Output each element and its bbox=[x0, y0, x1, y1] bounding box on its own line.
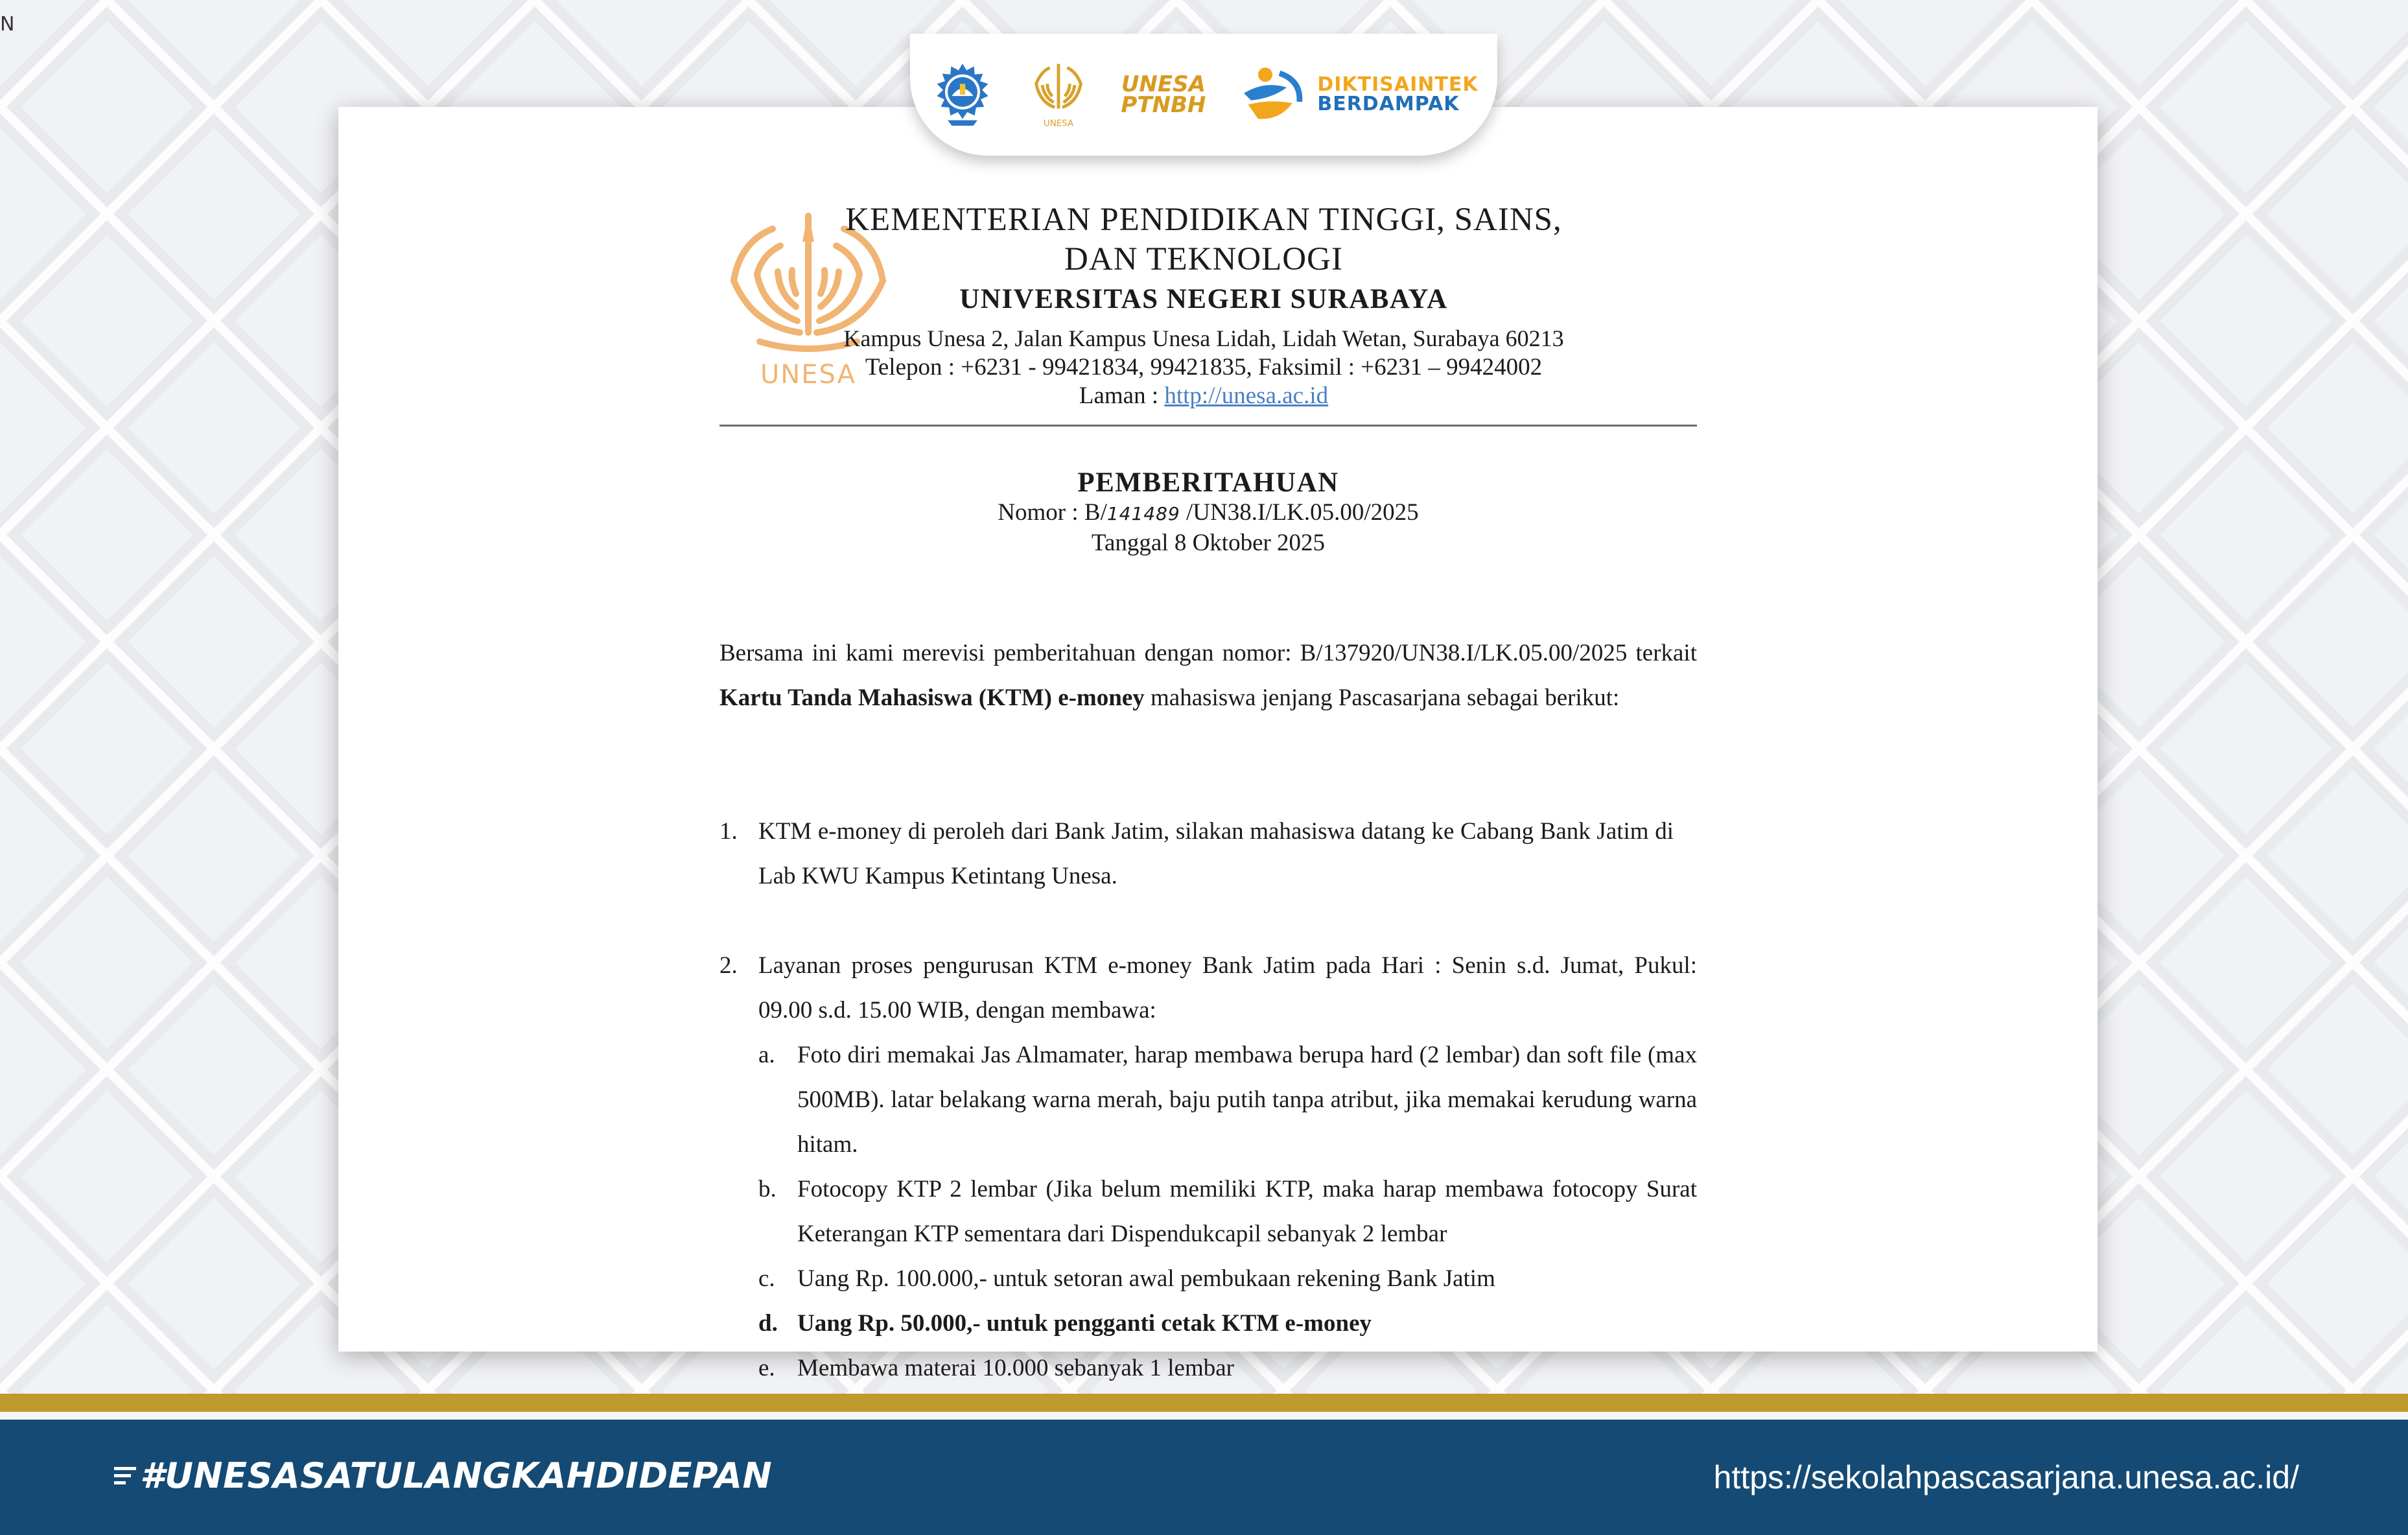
ministry-name-line2: DAN TEKNOLOGI bbox=[1064, 241, 1343, 277]
header-divider bbox=[719, 425, 1697, 427]
letter-number: Nomor : B/141489 /UN38.I/LK.05.00/2025 bbox=[998, 499, 1419, 526]
unesa-ptnbh-logo: UNESA PTNBH bbox=[1121, 71, 1206, 118]
letter-content: UNESA KEMENTERIAN PENDIDIKAN TINGGI, SAINS, DAN TEKNOLOGI UNIVERSITAS NEGERI SURABAYA Kampus Unesa 2, Jalan Kampus Unesa Lidah, Lidah Wetan, Surabaya 60213 Telepon : +6231 - 99421834, 99421835, Faksimil : +6231 – 99424002 Laman : http://unesa.ac.id PEMBERITAHUAN Nomor : B/141489 /UN38.I/LK.05.00/2025 Tanggal 8 Oktober 2025 Bersama ini kami merevisi pemberitahuan dengan nomor: B/137920/UN38.I/LK.05.00/2025 terkait Kartu Tanda Mahasiswa (KTM) e-money mahasiswa jenjang Pascasarjana sebagai berikut: 1. KTM e-money di peroleh dari Bank Jatim, silakan mahasiswa datang ke Cabang Bank Jatim di Lab KWU Kampus Ketintang Unesa. 2. Layanan proses pengurusan KTM e-money Bank Jatim pada Hari : Senin s.d. Jumat, Pukul: 09.00 s.d. 15.00 WIB, dengan membawa: a. Foto diri memakai Jas Almamater, harap membawa berupa hard (2 lembar) dan soft file (max 500MB). latar belakang warna merah, baju putih tanpa atribut, jika memakai kerudung warna hitam. b. Fotocopy KTP 2 lembar (Jika belum memiliki KTP, maka harap membawa fotocopy Surat Keterangan KTP sementara dari Dispendukcapil sebanyak 2 lembar c. Uang Rp. 100.000,- untuk setoran awal pembukaan rekening Bank Jatim d. Uang Rp. 50.000,- untuk pengganti cetak KTM e-money e. Membawa materai 10.000 sebanyak 1 lembar bbox=[719, 202, 1697, 1381]
speed-lines-icon bbox=[114, 1467, 136, 1484]
handwritten-number: 141489 bbox=[1106, 503, 1180, 524]
tut-wuri-handayani-logo bbox=[929, 61, 996, 128]
corner-mark: N bbox=[0, 13, 15, 36]
unesa-emblem-logo bbox=[1027, 59, 1090, 130]
unesa-emblem-caption: UNESA bbox=[1044, 119, 1074, 129]
unesa-letterhead-caption: UNESA bbox=[760, 360, 856, 390]
diktisaintek-logo bbox=[1237, 59, 1478, 130]
diktisaintek-label: DIKTISAINTEK bbox=[1317, 73, 1479, 96]
address: Kampus Unesa 2, Jalan Kampus Unesa Lidah, Lidah Wetan, Surabaya 60213 bbox=[843, 325, 1564, 351]
university-name: UNIVERSITAS NEGERI SURABAYA bbox=[959, 284, 1448, 314]
ministry-name-line1: KEMENTERIAN PENDIDIKAN TINGGI, SAINS, bbox=[845, 202, 1562, 238]
logo-bar bbox=[910, 34, 1497, 156]
berdampak-label: BERDAMPAK bbox=[1317, 93, 1460, 115]
website-link[interactable]: http://unesa.ac.id bbox=[1164, 382, 1329, 409]
letter-page bbox=[338, 107, 2098, 1381]
phone-fax: Telepon : +6231 - 99421834, 99421835, Faksimil : +6231 – 99424002 bbox=[865, 354, 1543, 381]
footer-url-link[interactable]: https://sekolahpascasarjana.unesa.ac.id/ bbox=[1713, 1459, 2299, 1495]
website-line: Laman : http://unesa.ac.id bbox=[1079, 382, 1329, 409]
letter-title: PEMBERITAHUAN bbox=[1077, 467, 1339, 498]
intro-paragraph: Bersama ini kami merevisi pemberitahuan dengan nomor: B/137920/UN38.I/LK.05.00/2025 terkait Kartu Tanda Mahasiswa (KTM) e-money mahasiswa jenjang Pascasarjana sebagai berikut: bbox=[719, 640, 1697, 711]
footer-gold-accent bbox=[0, 1394, 2408, 1412]
footer-separator bbox=[0, 1412, 2408, 1420]
letter-date: Tanggal 8 Oktober 2025 bbox=[1091, 530, 1326, 556]
footer-bar bbox=[0, 1420, 2408, 1535]
footer-hashtag: #UNESASATULANGKAHDIDEPAN bbox=[114, 1455, 772, 1496]
